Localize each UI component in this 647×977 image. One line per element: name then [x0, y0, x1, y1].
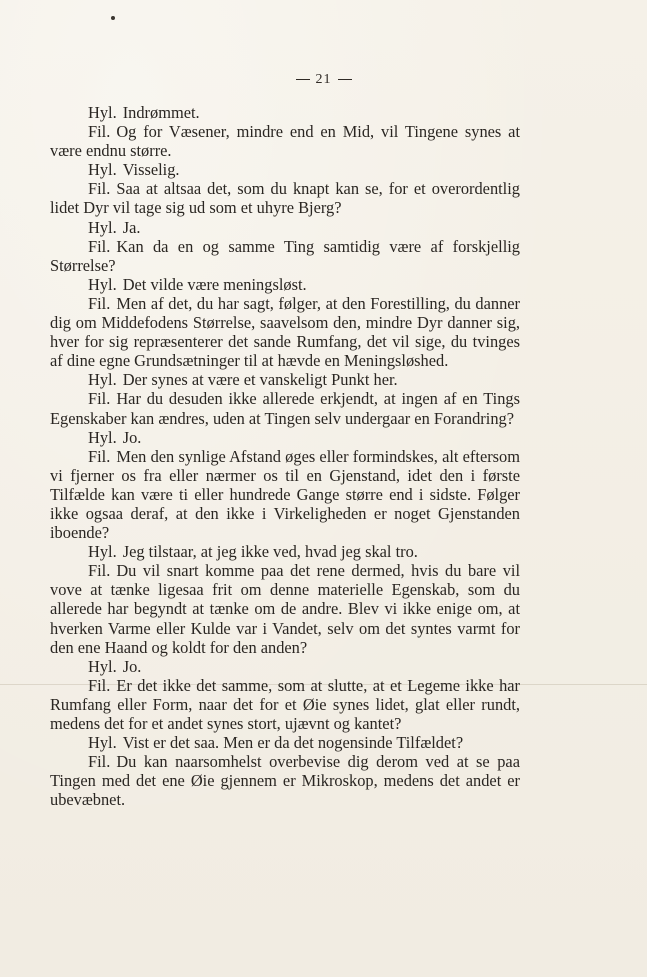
dash-left: [296, 79, 310, 80]
speaker-label: Hyl.: [88, 217, 117, 237]
dialogue-text: [50, 103, 520, 809]
dialogue-line: [50, 370, 520, 389]
dialogue-text-line: Har du desuden ikke allerede erkjendt, at ingen af en Tings Egenskaber kan ændres, uden at Tingen selv undergaar en Forandring?: [50, 389, 520, 428]
dialogue-text-line: Indrømmet.: [122, 103, 200, 122]
speaker-label: Fil.: [88, 389, 111, 409]
dialogue-text-line: Det vilde være meningsløst.: [122, 274, 307, 294]
dialogue-text-line: Og for Væsener, mindre end en Mid, vil Tingene synes at være endnu større.: [50, 122, 520, 161]
speaker-label: Fil.: [88, 561, 111, 581]
dialogue-text-line: Jo.: [122, 656, 142, 676]
dialogue-line: [50, 389, 520, 427]
speaker-label: Hyl.: [88, 733, 117, 753]
dialogue-line: [50, 676, 520, 733]
speaker-label: Hyl.: [88, 427, 117, 447]
ink-dot: [111, 16, 115, 20]
dash-right: [338, 79, 352, 80]
dialogue-text-line: Saa at altsaa det, som du knapt kan se, for et overordentlig lidet Dyr vil tage sig ud som et uhyre Bjerg?: [50, 179, 520, 218]
dialogue-text-line: Jeg tilstaar, at jeg ikke ved, hvad jeg skal tro.: [122, 542, 418, 562]
dialogue-line: [50, 218, 520, 237]
dialogue-line: [50, 542, 520, 561]
speaker-label: Fil.: [88, 752, 111, 772]
dialogue-line: [50, 294, 520, 370]
speaker-label: Fil.: [88, 446, 111, 466]
speaker-label: Fil.: [88, 236, 111, 256]
dialogue-line: [50, 561, 520, 656]
speaker-label: Hyl.: [88, 542, 117, 562]
speaker-label: Hyl.: [88, 274, 117, 294]
dialogue-line: [50, 733, 520, 752]
dialogue-line: [50, 103, 520, 122]
dialogue-text-line: Ja.: [122, 217, 141, 237]
dialogue-line: [50, 447, 520, 542]
dialogue-line: [50, 160, 520, 179]
dialogue-line: [50, 275, 520, 294]
speaker-label: Hyl.: [88, 103, 117, 122]
dialogue-line: [50, 752, 520, 809]
speaker-label: Fil.: [88, 675, 111, 695]
dialogue-text-line: Visselig.: [122, 160, 180, 180]
speaker-label: Fil.: [88, 293, 111, 313]
page-number: 21: [315, 72, 332, 87]
speaker-label: Hyl.: [88, 370, 117, 390]
speaker-label: Hyl.: [88, 656, 117, 676]
speaker-label: Fil.: [88, 179, 111, 199]
dialogue-line: [50, 237, 520, 275]
speaker-label: Fil.: [88, 122, 111, 142]
dialogue-text-line: Du vil snart komme paa det rene dermed, hvis du bare vil vove at tænke ligesaa frit om denne materielle Egenskab, som du allerede har begyndt at tænke om de andre. Blev vi ikke enige om, at hverken Varme eller Kulde var i Vandet, selv om det syntes varmt for den ene Haand og koldt for den anden?: [50, 561, 520, 657]
dialogue-text-line: Men af det, du har sagt, følger, at den Forestilling, du danner dig om Middefodens Størrelse, saavelsom den, mindre Dyr danner sig, hver for sig repræsenterer det sande Rumfang, det vil sige, du tvinges af dine egne Grundsætninger til at hævde en Meningsløshed.: [50, 293, 520, 371]
page-number-header: [0, 72, 647, 88]
dialogue-line: [50, 122, 520, 160]
speaker-label: Hyl.: [88, 160, 117, 180]
dialogue-text-line: Men den synlige Afstand øges eller formindskes, alt eftersom vi fjerner os fra eller nærmer os til en Gjenstand, idet den i første Tilfælde kan være ti eller hundrede Gange større end i sidste. Følger ikke ogsaa deraf, at den ikke i Virkeligheden er noget Gjenstanden iboende?: [50, 446, 520, 543]
dialogue-text-line: Kan da en og samme Ting samtidig være af forskjellig Størrelse?: [50, 236, 520, 275]
dialogue-line: [50, 657, 520, 676]
dialogue-line: [50, 428, 520, 447]
dialogue-line: [50, 179, 520, 217]
dialogue-text-line: Er det ikke det samme, som at slutte, at et Legeme ikke har Rumfang eller Form, naar det for et Øie synes lidet, glat eller rundt, medens det for et andet synes stort, ujævnt og kantet?: [50, 675, 520, 733]
dialogue-text-line: Der synes at være et vanskeligt Punkt her.: [122, 370, 398, 390]
dialogue-text-line: Jo.: [122, 427, 142, 447]
dialogue-text-line: Vist er det saa. Men er da det nogensinde Tilfældet?: [122, 733, 464, 753]
dialogue-text-line: Du kan naarsomhelst overbevise dig derom ved at se paa Tingen med det ene Øie gjennem er Mikroskop, medens det andet er ubevæbnet.: [50, 752, 520, 810]
